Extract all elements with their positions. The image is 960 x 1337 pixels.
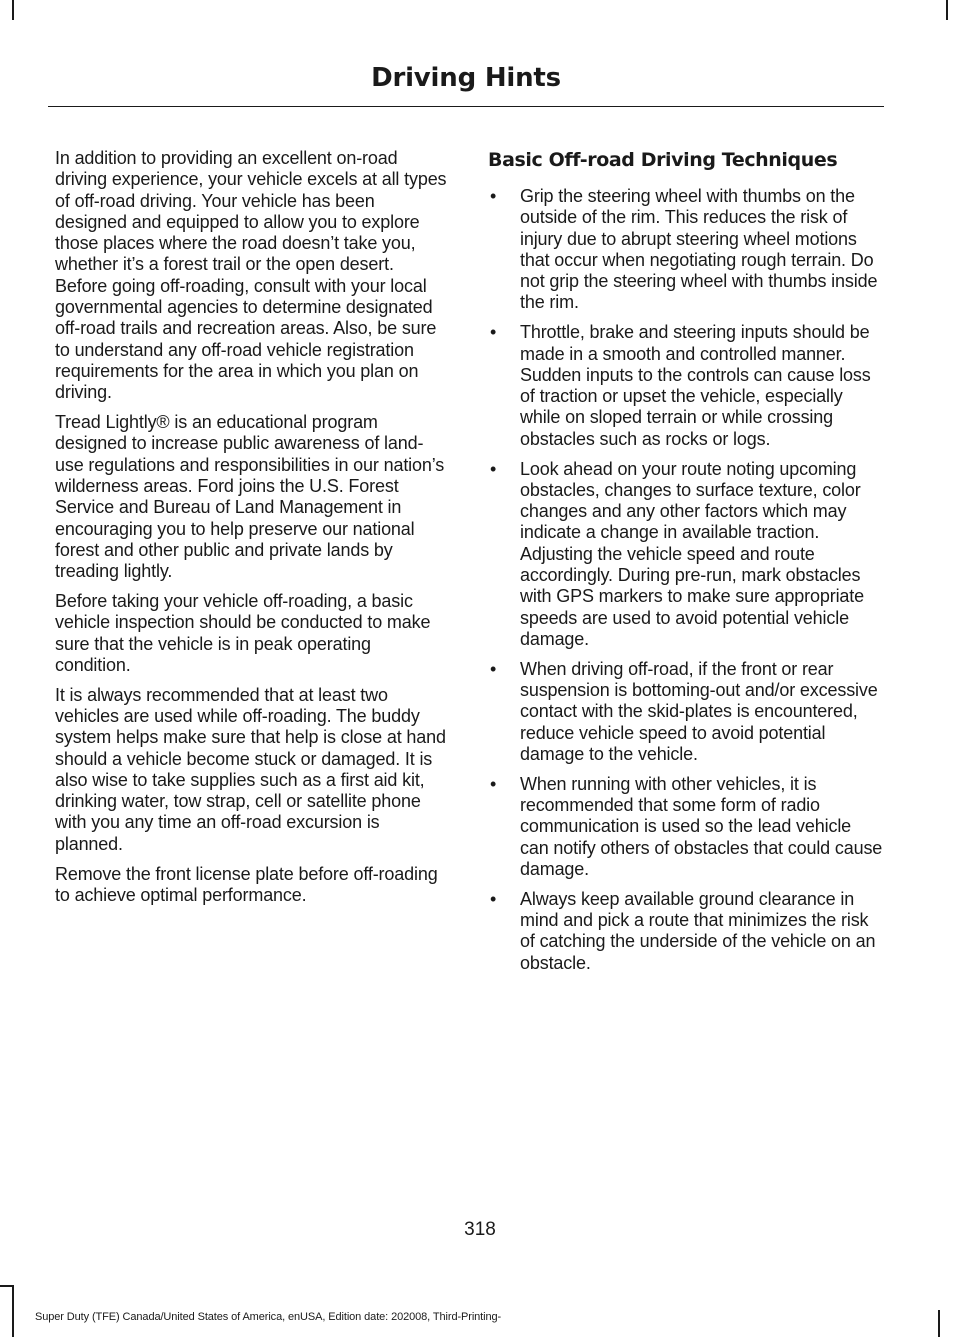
list-item: [488, 459, 883, 651]
list-item: [488, 889, 883, 974]
list-item: [488, 659, 883, 765]
intro-paragraph: In addition to providing an excellent on-road driving experience, your vehicle excels at all types of off-road driving. Your vehicle has been designed and equipped to allow you to explore those places where the road doesn’t take you, whether it’s a forest trail or the open desert. Before going off-roading, consult with your local governmental agencies to determine designated off-road trails and recreation areas. Also, be sure to understand any off-road vehicle registration requirements for the area in which you plan on driving.: [55, 148, 447, 403]
page-header: [48, 58, 884, 107]
crop-mark-bottom-right: [938, 1310, 940, 1337]
list-item: [488, 774, 883, 880]
list-item-text: When driving off-road, if the front or rear suspension is bottoming-out and/or excessive contact with the skid-plates is encountered, reduce vehicle speed to avoid potential damage to the vehicle.: [520, 658, 878, 764]
list-item-text: Look ahead on your route noting upcoming obstacles, changes to surface texture, color changes and any other factors which may indicate a change in available traction. Adjusting the vehicle speed and route accordingly. During pre-run, mark obstacles with GPS markers to make sure appropriate speeds are used to avoid potential vehicle damage.: [520, 458, 864, 649]
bullet-icon: •: [490, 773, 497, 794]
list-item-text: Always keep available ground clearance in mind and pick a route that minimizes the risk of catching the underside of the vehicle on an obstacle.: [520, 888, 876, 973]
crop-mark-bottom-left-horizontal: [0, 1285, 14, 1287]
list-item: [488, 186, 883, 314]
bullet-icon: •: [490, 658, 497, 679]
bullet-icon: •: [490, 186, 497, 206]
bullet-icon: •: [490, 458, 497, 479]
vehicle-inspection-paragraph: Before taking your vehicle off-roading, a basic vehicle inspection should be conducted to make sure that the vehicle is in peak operating condition.: [55, 590, 431, 675]
list-item: [488, 322, 883, 450]
section-heading: Basic Off-road Driving Techniques: [488, 149, 838, 171]
crop-mark-top-left: [12, 0, 14, 20]
list-item-text: Grip the steering wheel with thumbs on the outside of the rim. This reduces the risk of injury due to abrupt steering wheel motions that occur when negotiating rough terrain. Do not grip the steering wheel with thumbs inside the rim.: [520, 186, 878, 313]
page-title: Driving Hints: [371, 63, 561, 93]
left-column: [55, 148, 447, 915]
list-item-text: When running with other vehicles, it is recommended that some form of radio communication is used so the lead vehicle can notify others of obstacles that could cause damage.: [520, 773, 883, 879]
bullet-icon: •: [490, 888, 497, 909]
crop-mark-top-right: [946, 0, 948, 20]
right-column: [488, 148, 883, 982]
bullet-icon: •: [490, 322, 497, 343]
license-plate-paragraph: Remove the front license plate before off-roading to achieve optimal performance.: [55, 863, 438, 905]
techniques-list: [488, 186, 883, 974]
buddy-system-paragraph: It is always recommended that at least two vehicles are used while off-roading. The buddy system helps make sure that help is close at hand should a vehicle become stuck or damaged. It is also wise to take supplies such as a first aid kit, drinking water, tow strap, cell or satellite phone with you any time an off-road excursion is planned.: [55, 684, 446, 854]
tread-lightly-paragraph: Tread Lightly® is an educational program designed to increase public awareness of land-use regulations and responsibilities in our nation’s wilderness areas. Ford joins the U.S. Forest Service and Bureau of Land Management in encouraging you to help preserve our national forest and other public and private lands by treading lightly.: [55, 412, 445, 582]
page-number: 318: [464, 1219, 496, 1240]
crop-mark-bottom-left: [12, 1285, 14, 1337]
edition-footer: Super Duty (TFE) Canada/United States of America, enUSA, Edition date: 202008, Third-Printing-: [35, 1311, 502, 1323]
list-item-text: Throttle, brake and steering inputs should be made in a smooth and controlled manner. Sudden inputs to the controls can cause loss of traction or upset the vehicle, especially while on sloped terrain or while crossing obstacles such as rocks or logs.: [520, 322, 871, 449]
